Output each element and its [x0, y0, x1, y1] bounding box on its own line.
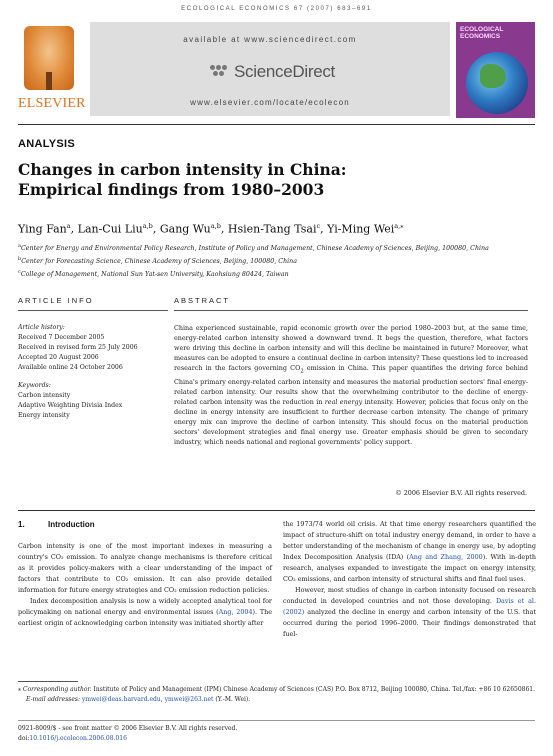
citation-link[interactable]: Ang, 2004 [218, 608, 253, 616]
author-sup: c [316, 222, 321, 230]
email-link[interactable]: ymwei@263.net [164, 695, 214, 703]
abstract-copyright: © 2006 Elsevier B.V. All rights reserved. [395, 489, 527, 497]
issn-line: 0921-8009/$ - see front matter © 2006 Elsevier B.V. All rights reserved. [18, 725, 238, 732]
keyword[interactable]: Energy intensity [18, 412, 70, 419]
bottom-rule [18, 720, 535, 721]
sciencedirect-banner [90, 22, 450, 116]
author-name: Gang Wu [159, 222, 211, 236]
author-sup: a,⁎ [394, 222, 404, 230]
article-info-heading: ARTICLE INFO [18, 296, 94, 305]
info-rule [18, 310, 168, 311]
affiliation-item: $^a$Center for Energy and Environmental Policy Research, Institute of Policy and Management, Chinese Academy of Sciences, Beijing, 100080, China [18, 243, 489, 253]
sciencedirect-logo[interactable] [210, 62, 335, 82]
history-label: Article history: [18, 324, 65, 331]
author-name: Yi-Ming Wei [327, 222, 395, 236]
journal-url-link[interactable]: www.elsevier.com/locate/ecolecon [190, 98, 350, 107]
article-title [18, 160, 538, 200]
body-rule [18, 510, 535, 511]
paragraph: Carbon intensity is one of the most important indexes in measuring a country's CO₂ emission. To analyze change mechanisms is therefore critical as it provides policy-makers with a clear understanding of the impact of factors that contribute to CO₂ emission. It can also provide detailed information for future energy strategies and CO₂ emission reduction policies. [18, 542, 272, 594]
author-name: Hsien-Tang Tsai [227, 222, 317, 236]
publication-info: 0921-8009/$ - see front matter © 2006 Elsevier B.V. All rights reserved. doi:10.1016/j.ecolecon.2006.08.016 [18, 724, 538, 744]
author-sup: a [66, 222, 71, 230]
author-sup: a,b [210, 222, 221, 230]
body-left-column [18, 541, 272, 629]
abstract-rule [174, 310, 528, 311]
body-right-column [283, 519, 536, 640]
header-rule [18, 124, 535, 125]
globe-land-icon [480, 64, 506, 88]
affiliation-item: $^c$College of Management, National Sun Yat-sen University, Kaohsiung 80424, Taiwan [18, 269, 289, 279]
footnote: ⁎ Corresponding author. Institute of Policy and Management (IPM) Chinese Academy of Sciences (CAS) P.O. Box 8712, Beijing 100080, China. Tel./fax: +86 10 62650861. E-mail addresses: ymwei@deas.harvard.edu, ymwei@263.net (Y.-M. Wei). [18, 686, 536, 703]
author-name: Lan-Cui Liu [77, 222, 143, 236]
author-name: Ying Fan [18, 222, 67, 236]
masthead [18, 22, 535, 118]
journal-cover-image[interactable] [456, 22, 535, 118]
journal-header: ECOLOGICAL ECONOMICS 67 (2007) 683–691 [181, 6, 372, 12]
keyword[interactable]: Carbon intensity [18, 392, 71, 399]
paragraph: the 1973/74 world oil crisis. At that time energy researchers quantified the impact of structure-shift on total industry energy demand, in order to have a better understanding of the mechanism of change in energy use, by adopting Index Decomposition Analysis (IDA) (Ang and Zhang, 2000). With in-depth research, analyses expanded to investigate the impact on energy intensity, CO₂ emissions, and carbon intensity of structural shifts and final fuel uses. [283, 520, 536, 583]
affiliation-item: $^b$Center for Forecasting Science, Chinese Academy of Sciences, Beijing, 100080, China [18, 256, 297, 266]
available-at-link[interactable]: available at www.sciencedirect.com [183, 35, 357, 44]
doi-link[interactable]: 10.1016/j.ecolecon.2006.08.016 [29, 735, 127, 742]
section-title: Introduction [48, 520, 95, 529]
affiliations [18, 241, 538, 280]
online-date: Available online 24 October 2006 [18, 364, 123, 371]
sciencedirect-wordmark: ScienceDirect [234, 62, 335, 81]
article-info [18, 323, 168, 421]
author-list: Ying Fan$^a$, Lan-Cui Liu$^{a,b}$, Gang Wu$^{a,b}$, Hsien-Tang Tsai$^c$, Yi-Ming Wei$^{a,⁎}$ [18, 222, 404, 236]
section-type: ANALYSIS [18, 138, 76, 150]
section-number: 1. [18, 520, 25, 529]
elsevier-trunk-icon [46, 72, 52, 90]
email-label: E-mail addresses: [26, 695, 81, 703]
citation-link[interactable]: Ang and Zhang, 2000 [409, 553, 483, 561]
footnote-rule [18, 681, 78, 682]
abstract-heading: ABSTRACT [174, 296, 231, 305]
email-link[interactable]: ymwei@deas.harvard.edu [81, 695, 161, 703]
publisher-name: ELSEVIER [18, 96, 86, 111]
keywords-label: Keywords: [18, 382, 51, 389]
intro-heading [18, 520, 95, 529]
paragraph: Index decomposition analysis is now a widely accepted analytical tool for policymaking on national energy and environmental issues (Ang, 2004). The earliest origin of acknowledging carbon intensity was initiated shortly after [18, 597, 272, 627]
received-date: Received 7 December 2005 [18, 334, 105, 341]
abstract-text: China experienced sustainable, rapid economic growth over the period 1980–2003 but, at the same time, energy-related carbon intensity showed a downward trend. It begs the question, therefore, what factors were driving this decline in carbon intensity and will this decline be maintained in future? Moreover, what measures can be adopted to ensure a continual decline in carbon intensity? These questions led to increased research in the factors governing $CO_2$ emission in China. This paper quantifies the driving force behind China's primary energy-related carbon intensity and measures the material production sectors' final energy-related carbon intensity. Our results show that the overwhelming contributor to the decline of energy-related carbon intensity was the reduction in real energy intensity. However, policies that focus only on the decline in energy intensity are insufficient to further decrease carbon intensity. The change of primary energy mix can improve the decline of carbon intensity. This should focus on the material production sectors' development strategies and final energy use. Greater emphasis should be given to secondary industry, which needs national and regional governments' policy support. [174, 324, 528, 447]
corresponding-label: ⁎ Corresponding author. [18, 686, 92, 693]
citation-link[interactable]: Davis et al. (2002) [283, 597, 536, 616]
title-line-2: Empirical findings from 1980–2003 [18, 180, 325, 199]
title-line-1: Changes in carbon intensity in China: [18, 160, 347, 179]
author-sup: a,b [142, 222, 153, 230]
accepted-date: Accepted 20 August 2006 [18, 354, 99, 361]
cover-title: ECOLOGICAL ECONOMICS [460, 26, 504, 40]
elsevier-logo[interactable] [18, 22, 86, 116]
keyword[interactable]: Adaptive Weighting Divisia Index [18, 402, 123, 409]
revised-date: Received in revised form 25 July 2006 [18, 344, 138, 351]
paragraph: However, most studies of change in carbon intensity focused on research conducted in developed countries and not those developing. Davis et al. (2002) analyzed the decline in energy and carbon intensity of the U.S. that occurred during the period 1996–2000. Their findings demonstrated that fuel- [283, 586, 536, 638]
sciencedirect-dots-icon [210, 65, 228, 79]
